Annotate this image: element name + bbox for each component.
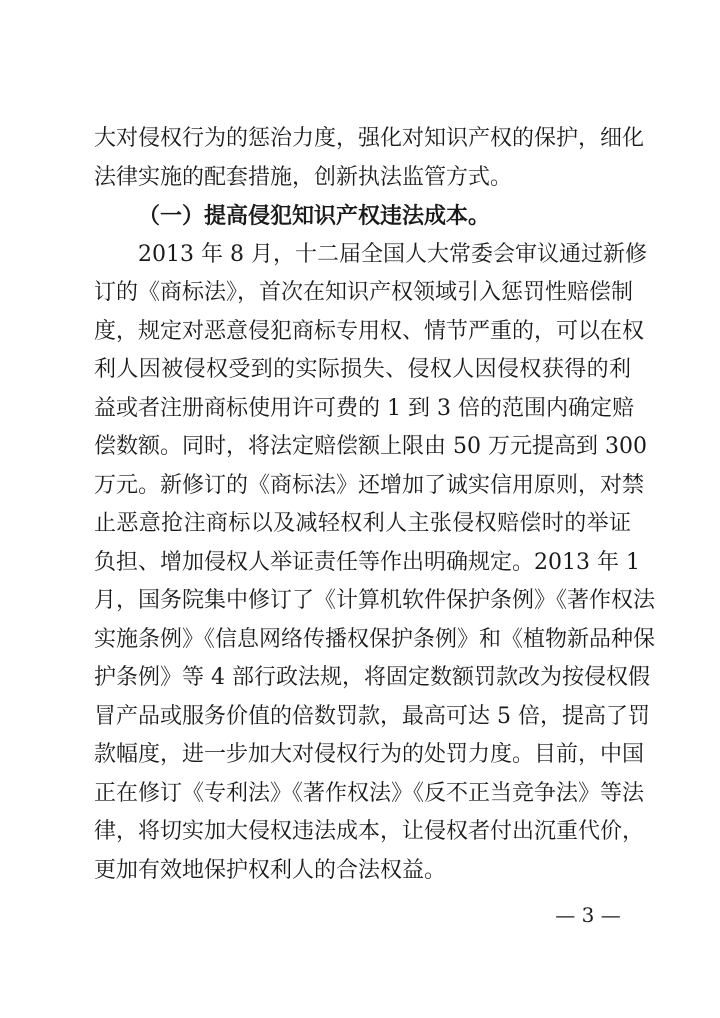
text-line: 护条例》等 4 部行政法规，将固定数额罚款改为按侵权假 [94,665,650,690]
text-line: 实施条例》《信息网络传播权保护条例》和《植物新品种保 [94,626,656,652]
text-line: 律，将切实加大侵权违法成本，让侵权者付出沉重代价， [94,819,645,844]
text-line: 订的《商标法》，首次在知识产权领域引入惩罚性赔偿制 [94,280,634,305]
text-line: 万元。新修订的《商标法》还增加了诚实信用原则，对禁 [94,472,645,498]
text-line: 偿数额。同时，将法定赔偿额上限由 50 万元提高到 300 [94,434,647,459]
page-number: — 3 — [555,903,621,927]
body-text [94,120,656,890]
text-line: 大对侵权行为的惩治力度，强化对知识产权的保护，细化 [94,126,645,151]
text-line: 月，国务院集中修订了《计算机软件保护条例》《著作权法 [94,588,656,613]
text-line: 负担、增加侵权人举证责任等作出明确规定。2013 年 1 [94,549,640,575]
text-line: 冒产品或服务价值的倍数罚款，最高可达 5 倍，提高了罚 [94,703,650,729]
text-line: 益或者注册商标使用许可费的 1 到 3 倍的范围内确定赔 [94,395,634,421]
text-line: 利人因被侵权受到的实际损失、侵权人因侵权获得的利 [94,357,631,382]
text-line: 度，规定对恶意侵犯商标专用权、情节严重的，可以在权 [94,318,645,344]
text-line: 更加有效地保护权利人的合法权益。 [94,857,447,883]
text-line: 法律实施的配套措施，创新执法监管方式。 [94,164,513,190]
text-line: 正在修订《专利法》《著作权法》《反不正当竞争法》等法 [94,780,645,806]
text-line: 止恶意抢注商标以及减轻权利人主张侵权赔偿时的举证 [94,511,631,536]
text-line: 款幅度，进一步加大对侵权行为的处罚力度。目前，中国 [94,742,645,767]
text-line: 2013 年 8 月，十二届全国人大常委会审议通过新修 [138,241,647,267]
section-heading: （一）提高侵犯知识产权违法成本。 [138,203,491,229]
